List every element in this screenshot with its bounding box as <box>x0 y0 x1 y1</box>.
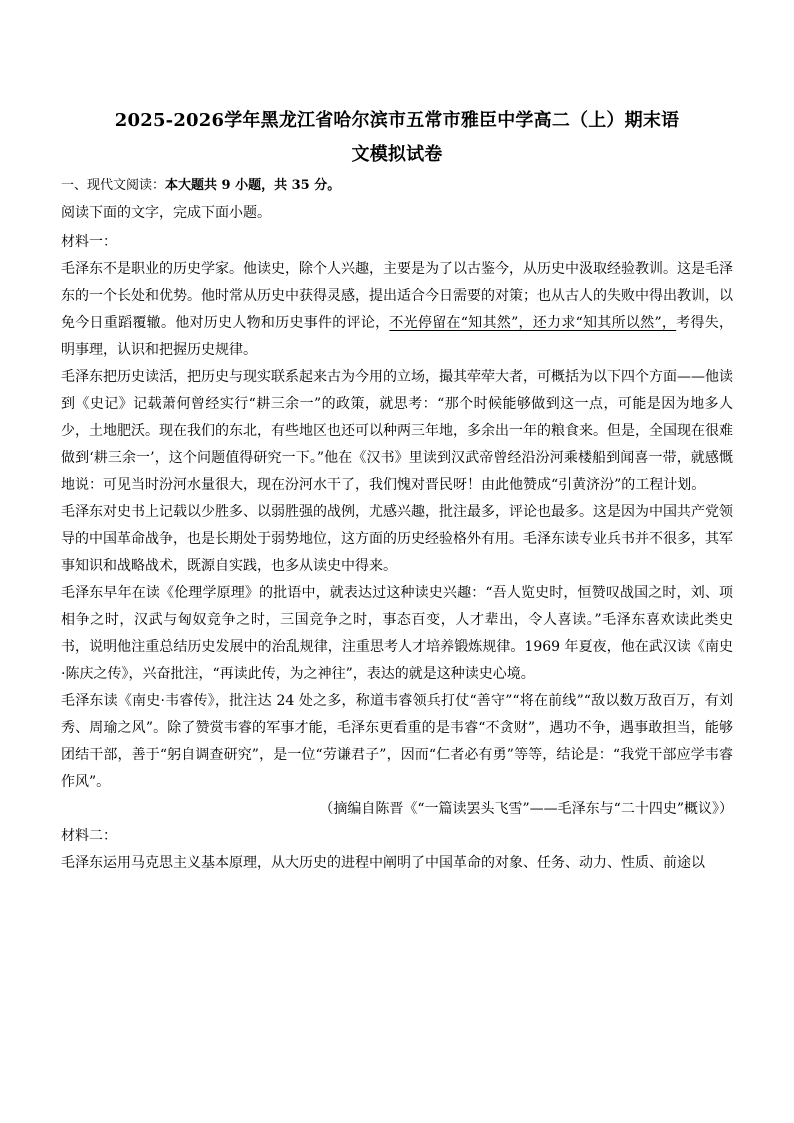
source-citation: （摘编自陈晋《“一篇读罢头飞雪”——毛泽东与“二十四史”概议》） <box>319 801 733 817</box>
paragraph-1-text: 毛泽东不是职业的历史学家。他读史，除个人兴趣，主要是为了以古鉴今，从历史中汲取经验教训。这是毛泽东的一个长处和优势。他时常从历史中获得灵感，提出适合今日需要的对策；也从古人的失败中得出教训，以免今日重蹈覆辙。他对历史人物和历史事件的评论， <box>61 261 733 331</box>
paragraph-1 <box>61 256 733 364</box>
section-info: 本大题共 9 小题，共 35 分。 <box>165 178 341 193</box>
document-title <box>61 0 733 172</box>
title-line-1: 2025-2026学年黑龙江省哈尔滨市五常市雅臣中学高二（上）期末语 <box>114 110 680 131</box>
underlined-sentence: 不光停留在“知其然”，还力求“知其所以然”， <box>389 315 677 331</box>
paragraph-3: 毛泽东对史书上记载以少胜多、以弱胜强的战例，尤感兴趣，批注最多，评论也最多。这是因为中国共产党领导的中国革命战争，也是长期处于弱势地位，这方面的历史经验格外有用。毛泽东读专业兵书并不很多，其军事知识和战略战术，既源自实践，也多从读史中得来。 <box>61 504 733 574</box>
material-one-label: 材料一： <box>61 234 117 250</box>
instruction-text: 阅读下面的文字，完成下面小题。 <box>61 205 271 221</box>
section-label: 一、现代文阅读： <box>61 178 166 193</box>
paragraph-6: 毛泽东运用马克思主义基本原理，从大历史的进程中阐明了中国革命的对象、任务、动力、性质、前途以 <box>61 855 705 871</box>
title-line-2: 文模拟试卷 <box>351 144 443 165</box>
paragraph-5: 毛泽东读《南史·韦睿传》，批注达 24 处之多，称道韦睿领兵打仗“善守”“将在前线”“敌以数万敌百万，有刘秀、周瑜之风”。除了赞赏韦睿的军事才能，毛泽东更看重的是韦睿“不贪财”，遇功不争，遇事敢担当，能够团结干部，善于“躬自调查研究”，是一位“劳谦君子”，因而“仁者必有勇”等等，结论是：“我党干部应学韦睿作风”。 <box>61 693 733 790</box>
paragraph-4: 毛泽东早年在读《伦理学原理》的批语中，就表达过这种读史兴趣：“吾人览史时，恒赞叹战国之时，刘、项相争之时，汉武与匈奴竞争之时，三国竞争之时，事态百变，人才辈出，令人喜读。”毛泽东喜欢读此类史书，说明他注重总结历史发展中的治乱规律，注重思考人才培养锻炼规律。1969 年夏夜，他在武汉读《南史·陈庆之传》，兴奋批注，“再读此传，为之神往”，表达的就是这种读史心境。 <box>61 585 733 682</box>
paragraph-2: 毛泽东把历史读活，把历史与现实联系起来古为今用的立场，撮其荦荦大者，可概括为以下四个方面——他读到《史记》记载萧何曾经实行“耕三余一”的政策，就思考：“那个时候能够做到这一点，可能是因为地多人少，土地肥沃。现在我们的东北，有些地区也还可以种两三年地，多余出一年的粮食来。但是，全国现在很难做到‘耕三余一’，这个问题值得研究一下。”他在《汉书》里读到汉武帝曾经沿汾河乘楼船到闻喜一带，就感慨地说：可见当时汾河水量很大，现在汾河水干了，我们愧对晋民呀！由此他赞成“引黄济汾”的工程计划。 <box>61 369 733 493</box>
document-page <box>61 0 733 877</box>
material-two-label: 材料二： <box>61 828 117 844</box>
paragraph-1-tail: 考得失，明事理，认识和把握历史规律。 <box>61 315 734 358</box>
section-heading <box>61 176 733 196</box>
